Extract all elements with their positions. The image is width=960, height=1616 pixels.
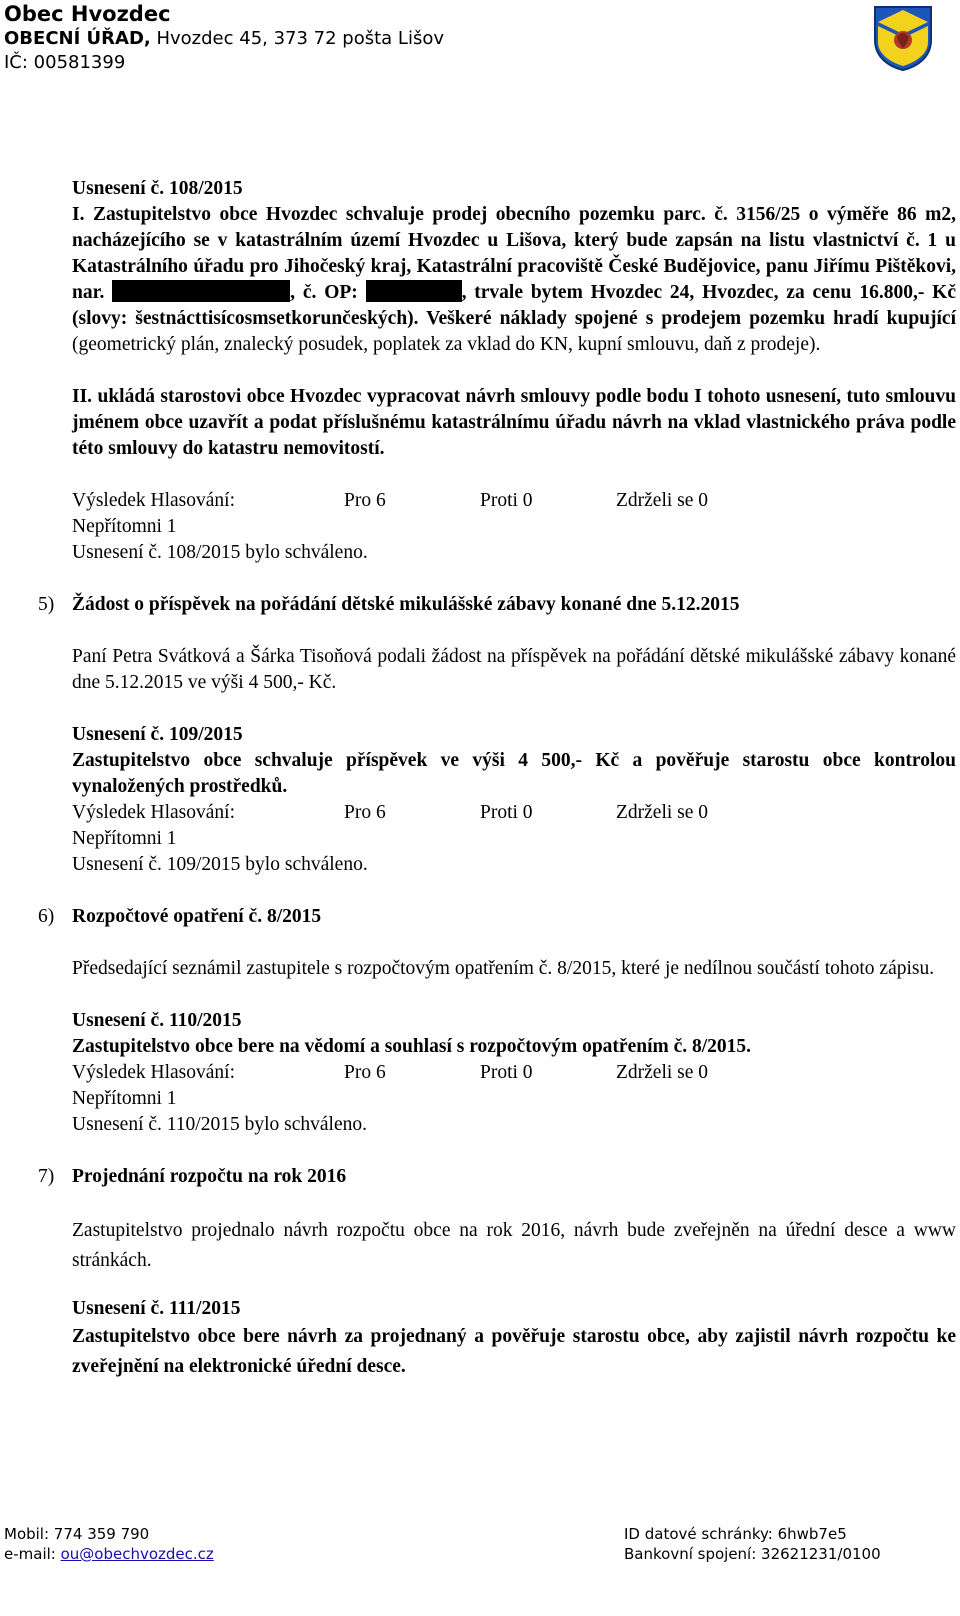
agenda-item-5: 5) Žádost o příspěvek na pořádání dětské mikulášské zábavy konané dne 5.12.2015 bbox=[38, 592, 956, 618]
redacted-id-number bbox=[366, 280, 462, 302]
resolution-110-title: Usnesení č. 110/2015 bbox=[72, 1010, 242, 1031]
vote-result-110: Výsledek Hlasování: Pro 6 Proti 0 Zdrželi se 0 bbox=[72, 1062, 709, 1083]
redacted-birthdate bbox=[112, 280, 290, 302]
footer-email-line: e-mail: ou@obechvozdec.cz bbox=[4, 1545, 214, 1563]
vote-result-109: Výsledek Hlasování: Pro 6 Proti 0 Zdrželi se 0 bbox=[72, 802, 709, 823]
agenda-item-7-title: Projednání rozpočtu na rok 2016 bbox=[72, 1166, 347, 1187]
resolution-111-title: Usnesení č. 111/2015 bbox=[72, 1298, 241, 1319]
resolution-111-text: Zastupitelstvo obce bere návrh za projednaný a pověřuje starostu obce, aby zajistil návrh rozpočtu ke zveřejnění na elektronické úřední desce. bbox=[72, 1326, 956, 1377]
vote-absent-108: Nepřítomni 1 bbox=[72, 516, 177, 537]
agenda-item-6-title: Rozpočtové opatření č. 8/2015 bbox=[72, 906, 322, 927]
resolution-108-result: Usnesení č. 108/2015 bylo schváleno. bbox=[72, 542, 368, 563]
resolution-110-text: Zastupitelstvo obce bere na vědomí a souhlasí s rozpočtovým opatřením č. 8/2015. bbox=[72, 1036, 752, 1057]
resolution-108-part-1: I. Zastupitelstvo obce Hvozdec schvaluje prodej obecního pozemku parc. č. 3156/25 o výměře 86 m2, nacházejícího se v katastrálním území Hvozdec u Lišova, který bude zapsán na listu vlastnictví č. 1 u Katastrálního úřadu pro Jihočeský kraj, Katastrální pracoviště České Budějovice, panu Jiřímu Pištěkovi, nar. , č. OP: , trvale bytem Hvozdec 24, Hvozdec, za cenu 16.800,- Kč (slovy: šestnácttisícosmsetkorunčeských). Veškeré náklady spojené s prodejem pozemku hradí kupující (geometrický plán, znalecký posudek, poplatek za vklad do KN, kupní smlouvu, daň z prodeje). bbox=[72, 204, 956, 355]
resolution-109-result: Usnesení č. 109/2015 bylo schváleno. bbox=[72, 854, 368, 875]
agenda-item-5-title: Žádost o příspěvek na pořádání dětské mikulášské zábavy konané dne 5.12.2015 bbox=[72, 594, 740, 615]
agenda-item-6-text: Předsedající seznámil zastupitele s rozpočtovým opatřením č. 8/2015, které je nedílnou součástí tohoto zápisu. bbox=[72, 958, 935, 979]
resolution-109-text: Zastupitelstvo obce schvaluje příspěvek ve výši 4 500,- Kč a pověřuje starostu obce kontrolou vynaložených prostředků. bbox=[72, 750, 956, 797]
footer-left bbox=[4, 1524, 214, 1564]
resolution-109-title: Usnesení č. 109/2015 bbox=[72, 724, 243, 745]
agenda-item-7: 7) Projednání rozpočtu na rok 2016 bbox=[38, 1164, 956, 1190]
vote-absent-110: Nepřítomni 1 bbox=[72, 1088, 177, 1109]
email-link[interactable]: ou@obechvozdec.cz bbox=[60, 1545, 214, 1563]
vote-result-108: Výsledek Hlasování: Pro 6 Proti 0 Zdrželi se 0 bbox=[72, 490, 709, 511]
resolution-110-result: Usnesení č. 110/2015 bylo schváleno. bbox=[72, 1114, 367, 1135]
agenda-item-7-text: Zastupitelstvo projednalo návrh rozpočtu obce na rok 2016, návrh bude zveřejněn na úřední desce a www stránkách. bbox=[72, 1220, 956, 1271]
office-label: OBECNÍ ÚŘAD, bbox=[4, 28, 151, 49]
footer-right bbox=[624, 1524, 881, 1564]
agenda-item-5-text: Paní Petra Svátková a Šárka Tisoňová podali žádost na příspěvek na pořádání dětské mikulášské zábavy konané dne 5.12.2015 ve výši 4 500,- Kč. bbox=[72, 646, 956, 693]
agenda-item-6: 6) Rozpočtové opatření č. 8/2015 bbox=[38, 904, 956, 930]
document-body bbox=[38, 176, 956, 1382]
letterhead bbox=[4, 0, 444, 75]
ic-number: IČ: 00581399 bbox=[4, 52, 126, 73]
office-line bbox=[4, 27, 444, 51]
resolution-108-title: Usnesení č. 108/2015 bbox=[72, 178, 243, 199]
office-address: Hvozdec 45, 373 72 pošta Lišov bbox=[150, 28, 444, 49]
footer-mobile: Mobil: 774 359 790 bbox=[4, 1525, 150, 1543]
footer-bank: Bankovní spojení: 32621231/0100 bbox=[624, 1545, 881, 1563]
municipality-name: Obec Hvozdec bbox=[4, 2, 171, 26]
vote-absent-109: Nepřítomni 1 bbox=[72, 828, 177, 849]
coat-of-arms-icon bbox=[872, 4, 934, 72]
footer-data-box: ID datové schránky: 6hwb7e5 bbox=[624, 1525, 847, 1543]
resolution-108-part-2: II. ukládá starostovi obce Hvozdec vypracovat návrh smlouvy podle bodu I tohoto usnesení, tuto smlouvu jménem obce uzavřít a podat příslušnému katastrálnímu úřadu návrh na vklad vlastnického práva podle této smlouvy do katastru nemovitostí. bbox=[72, 386, 956, 459]
